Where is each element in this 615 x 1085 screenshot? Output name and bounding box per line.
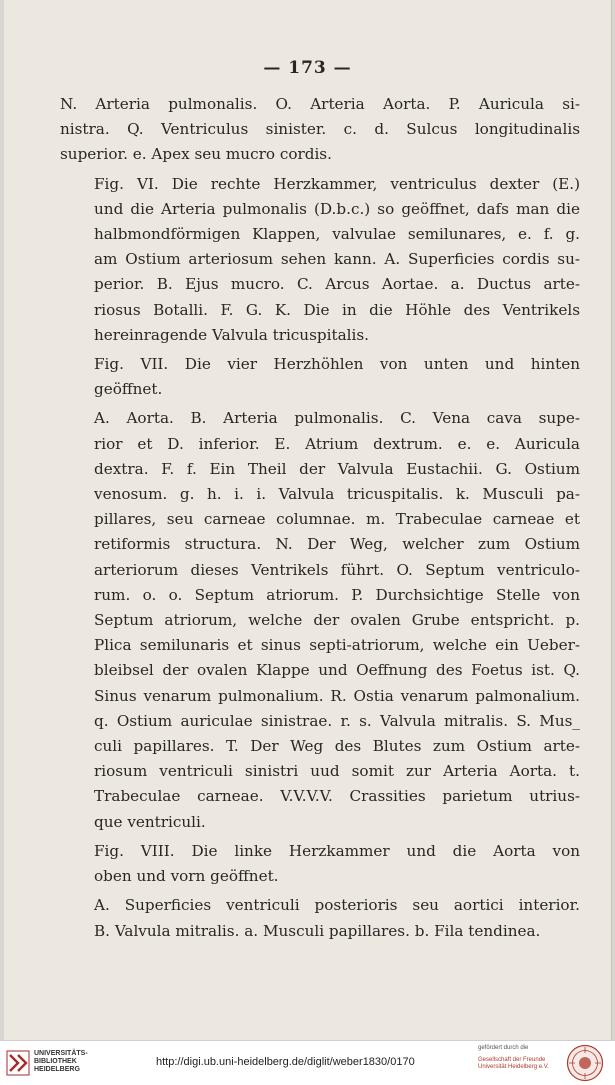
text-line: riosus Botalli. F. G. K. Die in die Höhle des Ventrikels	[94, 300, 580, 319]
paragraph	[60, 893, 580, 943]
text-line: q. Ostium auriculae sinistrae. r. s. Valvula mitralis. S. Mus_	[94, 711, 580, 730]
sponsor-name: Gesellschaft der Freunde Universität Heidelberg e.V.	[478, 1057, 549, 1070]
text-line: riosum ventriculi sinistri uud somit zur Arteria Aorta. t.	[94, 762, 580, 781]
text-line: Fig. VIII. Die linke Herzkammer und die Aorta von	[94, 841, 580, 860]
text-line: rum. o. o. Septum atriorum. P. Durchsichtige Stelle von	[94, 585, 580, 604]
text-line: am Ostium arteriosum sehen kann. A. Superficies cordis su-	[94, 250, 580, 269]
text-line: B. Valvula mitralis. a. Musculi papillares. b. Fila tendinea.	[94, 921, 541, 940]
paragraph	[60, 172, 580, 348]
text-line: que ventriculi.	[94, 812, 206, 831]
page-number: — 173 —	[263, 58, 352, 78]
library-name: UNIVERSITÄTS- BIBLIOTHEK HEIDELBERG	[34, 1050, 88, 1073]
text-line: nistra. Q. Ventriculus sinister. c. d. Sulcus longitudinalis	[60, 120, 580, 139]
text-line: pillares, seu carneae columnae. m. Trabeculae carneae et	[94, 510, 580, 529]
paragraph	[60, 406, 580, 834]
text-line: retiformis structura. N. Der Weg, welcher zum Ostium	[94, 535, 580, 554]
text-line: A. Aorta. B. Arteria pulmonalis. C. Vena cava supe-	[94, 409, 580, 428]
library-logo-icon	[6, 1049, 30, 1077]
permalink-url[interactable]: http://digi.ub.uni-heidelberg.de/diglit/weber1830/0170	[156, 1056, 415, 1068]
paragraph	[60, 92, 580, 168]
text-line: dextra. F. f. Ein Theil der Valvula Eustachii. G. Ostium	[94, 459, 580, 478]
text-line: A. Superficies ventriculi posterioris seu aortici interior.	[94, 896, 580, 915]
paragraph	[60, 352, 580, 402]
university-seal-icon	[566, 1044, 604, 1082]
funded-by-label: gefördert durch die	[478, 1045, 529, 1051]
text-line: Fig. VI. Die rechte Herzkammer, ventriculus dexter (E.)	[94, 174, 580, 193]
text-line: venosum. g. h. i. i. Valvula tricuspitalis. k. Musculi pa-	[94, 485, 580, 504]
text-line: N. Arteria pulmonalis. O. Arteria Aorta. P. Auricula si-	[60, 95, 580, 113]
text-line: geöffnet.	[94, 380, 163, 399]
book-page	[4, 0, 612, 1040]
paragraph	[60, 839, 580, 889]
text-line: hereinragende Valvula tricuspitalis.	[94, 325, 369, 344]
text-line: Fig. VII. Die vier Herzhöhlen von unten und hinten	[94, 355, 580, 374]
text-line: Septum atriorum, welche der ovalen Grube entspricht. p.	[94, 611, 580, 630]
text-line: und die Arteria pulmonalis (D.b.c.) so geöffnet, dafs man die	[94, 199, 580, 218]
text-line: perior. B. Ejus mucro. C. Arcus Aortae. a. Ductus arte-	[94, 275, 580, 294]
page-text	[60, 92, 580, 944]
text-line: superior. e. Apex seu mucro cordis.	[60, 145, 332, 164]
text-line: culi papillares. T. Der Weg des Blutes zum Ostium arte-	[94, 737, 580, 756]
text-line: Plica semilunaris et sinus septi-atriorum, welche ein Ueber-	[94, 636, 580, 655]
text-line: rior et D. inferior. E. Atrium dextrum. e. e. Auricula	[94, 434, 580, 453]
text-line: Trabeculae carneae. V.V.V.V. Crassities parietum utrius-	[94, 787, 580, 806]
digitization-footer	[0, 1040, 615, 1085]
text-line: Sinus venarum pulmonalium. R. Ostia venarum palmonalium.	[94, 686, 580, 705]
text-line: arteriorum dieses Ventrikels führt. O. Septum ventriculo-	[94, 560, 580, 579]
text-line: bleibsel der ovalen Klappe und Oeffnung des Foetus ist. Q.	[94, 661, 580, 680]
text-line: oben und vorn geöffnet.	[94, 867, 279, 886]
text-line: halbmondförmigen Klappen, valvulae semilunares, e. f. g.	[94, 225, 580, 244]
